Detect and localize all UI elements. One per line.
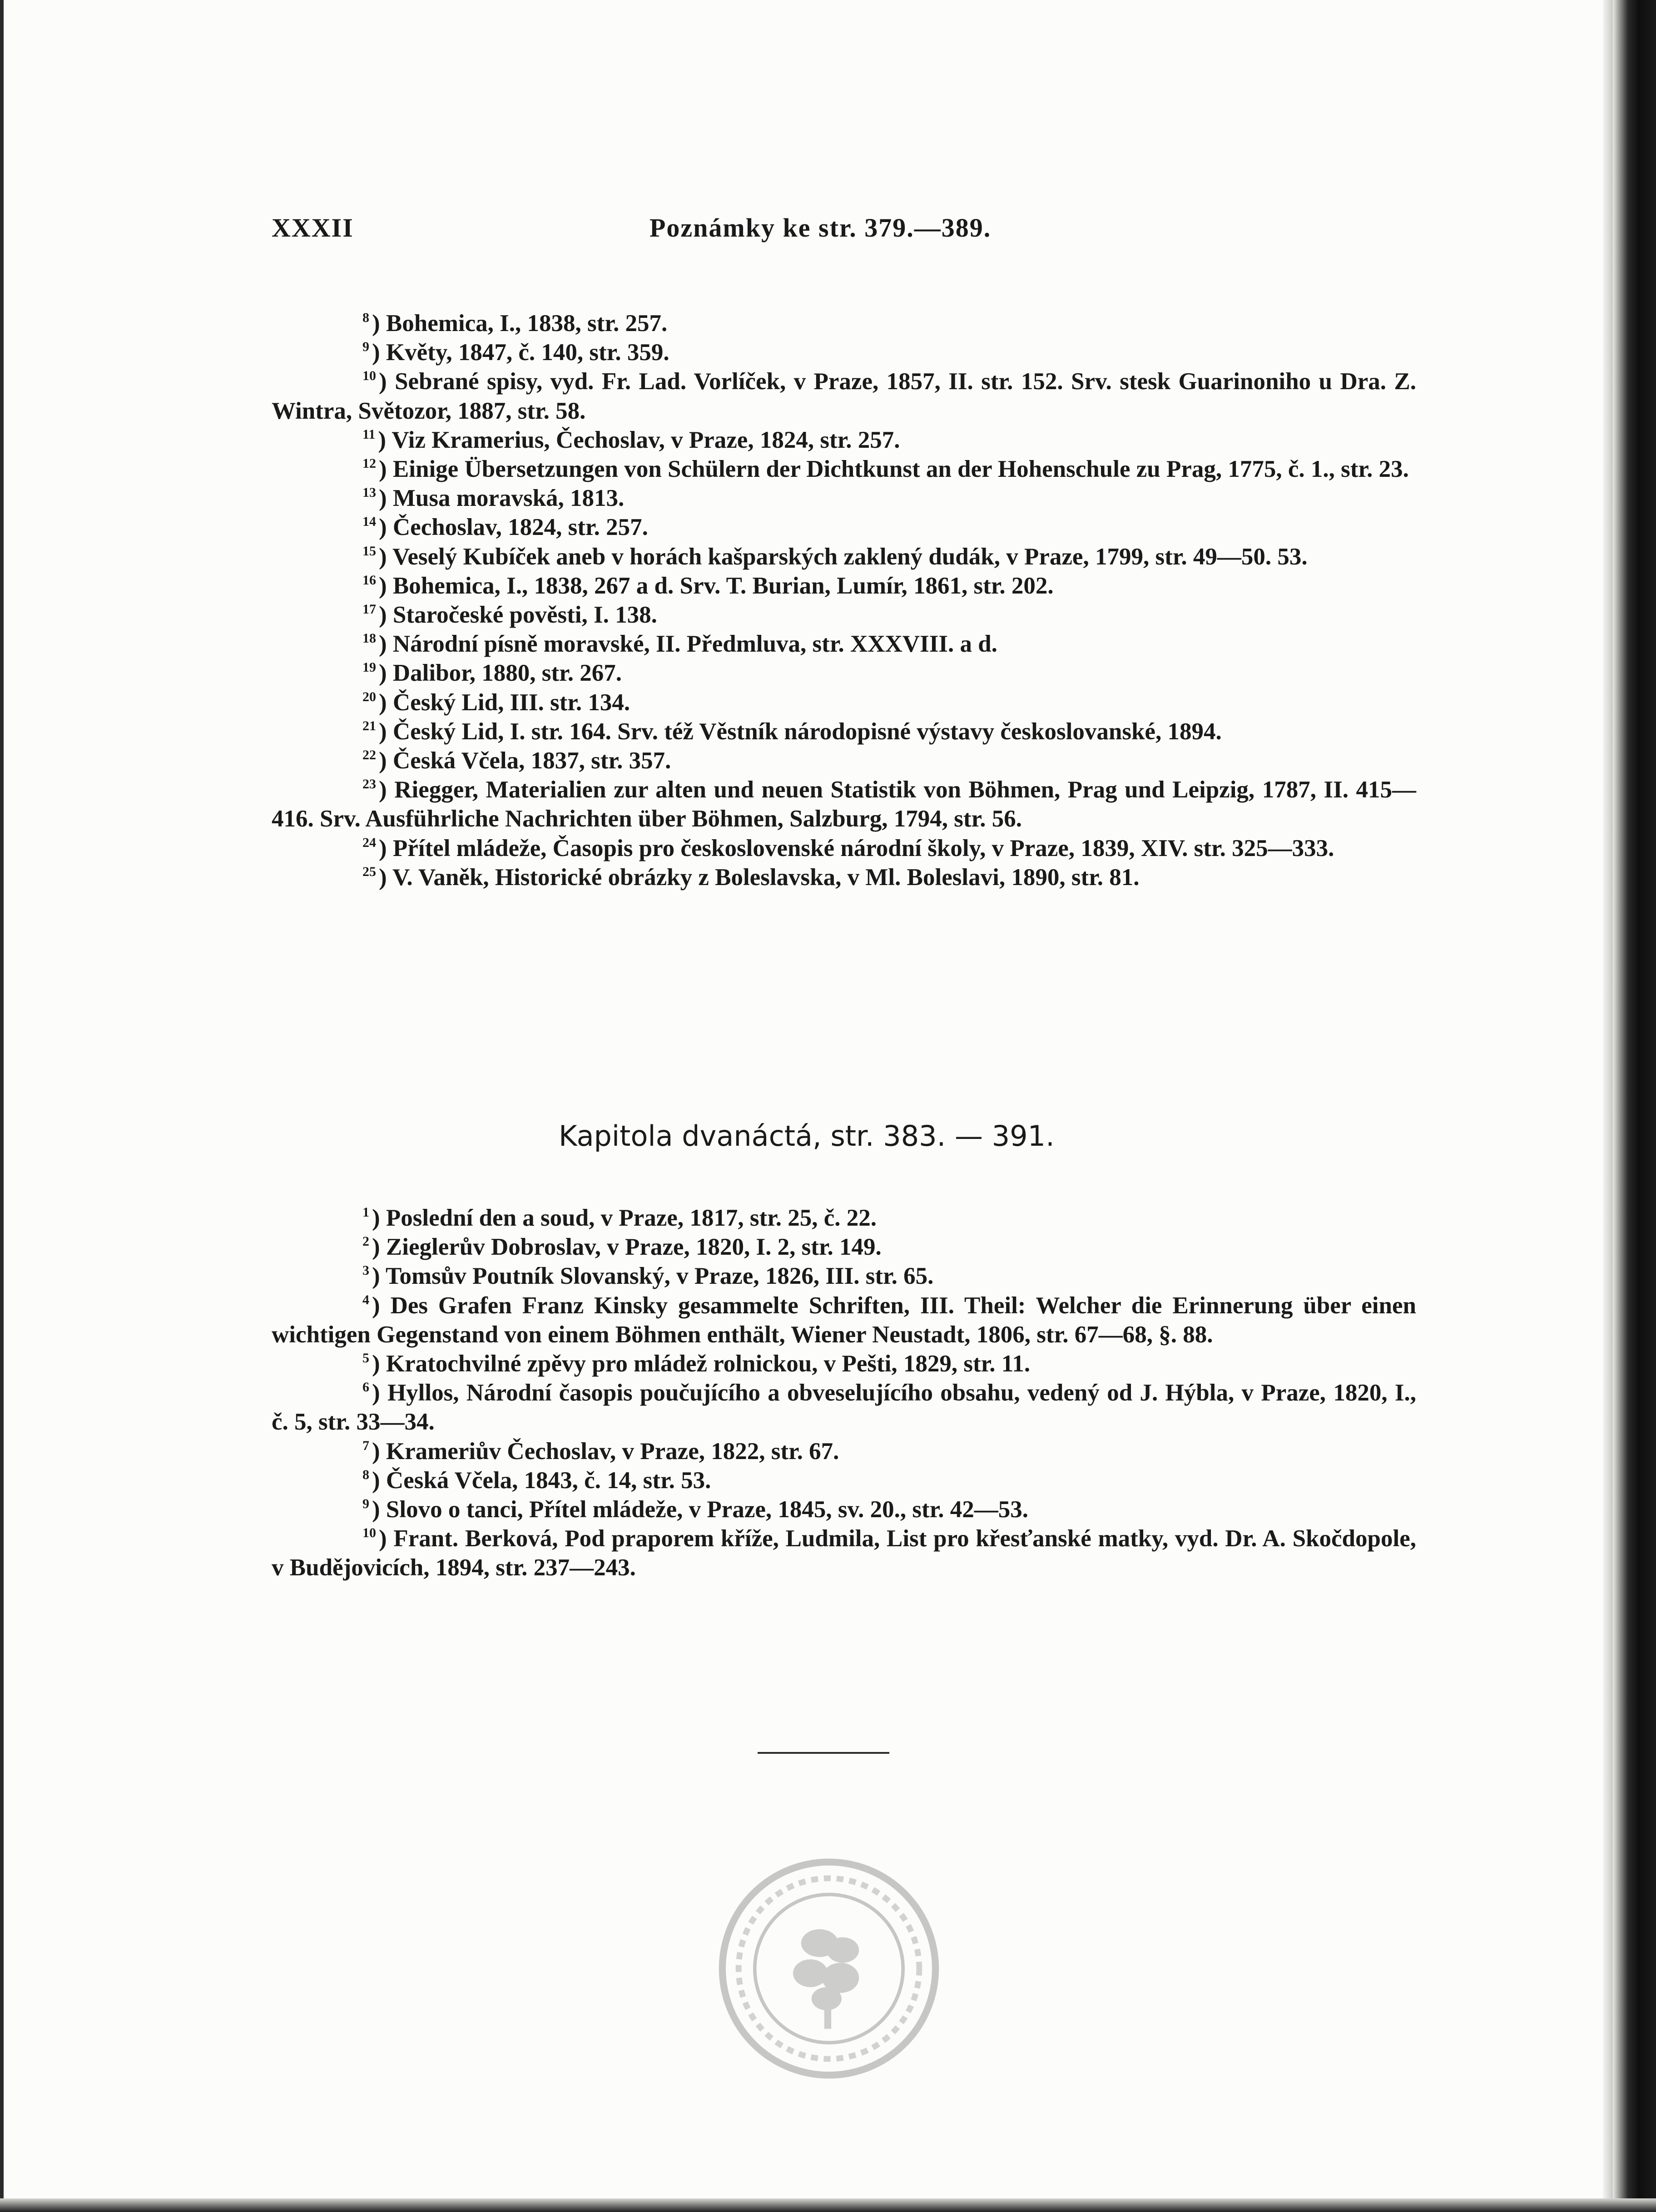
footnote-text: Staročeské pověsti, I. 138. — [392, 602, 657, 628]
footnote — [272, 863, 1416, 892]
footnote — [272, 658, 1416, 688]
footnote-number: 24 — [362, 835, 376, 850]
footnote-number: 5 — [362, 1351, 369, 1366]
page-left-edge — [0, 0, 4, 2212]
footnote-paren: ) — [372, 1496, 386, 1523]
footnote-text: Bohemica, I., 1838, str. 257. — [386, 310, 668, 337]
footnote-paren: ) — [372, 1380, 387, 1406]
footnote — [272, 1349, 1416, 1378]
footnote-paren: ) — [379, 835, 393, 861]
footnote-number: 8 — [362, 1467, 369, 1482]
footnote-paren: ) — [372, 310, 386, 337]
footnote — [272, 834, 1416, 863]
footnote-paren: ) — [379, 543, 392, 570]
footnote-number: 9 — [362, 339, 369, 355]
footnote-paren: ) — [378, 426, 392, 453]
footnote-paren: ) — [372, 1263, 386, 1290]
footnote-paren: ) — [372, 1205, 386, 1231]
footnote-number: 3 — [362, 1263, 369, 1278]
library-stamp — [713, 1853, 945, 2084]
footnote-number: 22 — [362, 747, 376, 763]
footnote-text: Česká Včela, 1837, str. 357. — [392, 747, 671, 774]
footnote-number: 12 — [362, 456, 376, 471]
footnote — [272, 775, 1416, 833]
footnote-paren: ) — [372, 1351, 386, 1377]
stamp-emblem — [793, 1929, 859, 2029]
footnote — [272, 1378, 1416, 1436]
footnote — [272, 1524, 1416, 1582]
footnote — [272, 1262, 1416, 1291]
footnote-paren: ) — [372, 1292, 391, 1319]
footnote — [272, 1466, 1416, 1495]
footnote-number: 8 — [362, 310, 369, 325]
footnote-text: Přítel mládeže, Časopis pro československé národní školy, v Praze, 1839, XIV. str. 325—333. — [392, 835, 1334, 861]
footnote — [272, 367, 1416, 425]
page-number: XXXII — [272, 213, 354, 242]
footnote-paren: ) — [379, 456, 393, 483]
footnote-paren: ) — [379, 718, 393, 745]
footnote-paren: ) — [379, 660, 393, 687]
footnote-text: Musa moravská, 1813. — [392, 485, 625, 512]
footnote-paren: ) — [379, 864, 392, 891]
footnote-paren: ) — [379, 631, 393, 658]
footnotes-section-2 — [272, 1203, 1416, 1583]
footnote-text: Viz Kramerius, Čechoslav, v Praze, 1824, str. 257. — [392, 426, 900, 453]
footnote — [272, 309, 1416, 338]
page-right-edge — [1613, 0, 1656, 2212]
footnote-number: 20 — [362, 689, 376, 704]
footnote-paren: ) — [379, 514, 393, 541]
footnote-paren: ) — [372, 1438, 386, 1465]
footnote-paren: ) — [379, 689, 393, 716]
footnote — [272, 629, 1416, 658]
footnote-text: Poslední den a soud, v Praze, 1817, str. 25, č. 22. — [386, 1205, 877, 1231]
running-title: Poznámky ke str. 379.—389. — [650, 213, 992, 242]
page-bottom-edge — [0, 2198, 1656, 2212]
footnote-number: 6 — [362, 1380, 369, 1395]
footnote — [272, 571, 1416, 600]
footnote-paren: ) — [379, 747, 393, 774]
footnote-paren: ) — [379, 485, 393, 512]
footnote — [272, 1437, 1416, 1466]
footnote — [272, 455, 1416, 484]
footnote-text: Květy, 1847, č. 140, str. 359. — [386, 339, 669, 366]
footnote-text: Riegger, Materialien zur alten und neuen Statistik von Böhmen, Prag und Leipzig, 1787, II. 415—416. Srv. Ausführliche Nachrichten über Böhmen, Salzburg, 1794, str. 56. — [272, 777, 1416, 832]
footnote-paren: ) — [379, 1525, 394, 1552]
footnote-number: 7 — [362, 1438, 369, 1453]
chapter-heading: Kapitola dvanáctá, str. 383. — 391. — [559, 1119, 1055, 1153]
footnote-number: 13 — [362, 485, 376, 500]
footnote-number: 19 — [362, 660, 376, 675]
footnote-number: 17 — [362, 602, 376, 617]
page-header — [272, 213, 1493, 253]
footnote-text: Des Grafen Franz Kinsky gesammelte Schriften, III. Theil: Welcher die Erinnerung über einen wichtigen Gegenstand von einem Böhmen enthält, Wiener Neustadt, 1806, str. 67—68, §. 88. — [272, 1292, 1416, 1348]
footnote-text: Krameriův Čechoslav, v Praze, 1822, str. 67. — [386, 1438, 839, 1465]
footnote-paren: ) — [372, 1234, 386, 1261]
footnote — [272, 1291, 1416, 1349]
footnote-text: Sebrané spisy, vyd. Fr. Lad. Vorlíček, v Praze, 1857, II. str. 152. Srv. stesk Guarinoniho u Dra. Z. Wintra, Světozor, 1887, str. 58. — [272, 368, 1417, 424]
footnote-number: 25 — [362, 864, 376, 879]
footnote-number: 15 — [362, 543, 376, 559]
footnote-number: 14 — [362, 514, 376, 529]
footnotes-section-1 — [272, 309, 1416, 892]
footnote-text: Česká Včela, 1843, č. 14, str. 53. — [386, 1467, 711, 1494]
footnote — [272, 1495, 1416, 1524]
footnote-paren: ) — [379, 368, 395, 395]
footnote-text: V. Vaněk, Historické obrázky z Boleslavska, v Ml. Boleslavi, 1890, str. 81. — [392, 864, 1140, 891]
footnote-number: 23 — [362, 777, 376, 792]
footnote-text: Národní písně moravské, II. Předmluva, str. XXXVIII. a d. — [392, 631, 997, 658]
end-rule-divider — [758, 1752, 889, 1754]
footnote-paren: ) — [379, 572, 393, 599]
footnote-number: 1 — [362, 1205, 369, 1220]
footnote — [272, 746, 1416, 775]
footnote-text: Český Lid, III. str. 134. — [392, 689, 630, 716]
footnote-text: Čechoslav, 1824, str. 257. — [392, 514, 648, 541]
footnote-number: 21 — [362, 718, 376, 733]
footnote-number: 2 — [362, 1234, 369, 1249]
footnote-text: Hyllos, Národní časopis poučujícího a obveselujícího obsahu, vedený od J. Hýbla, v Praze, 1820, I., č. 5, str. 33—34. — [272, 1380, 1416, 1435]
footnote-number: 18 — [362, 631, 376, 646]
footnote — [272, 426, 1416, 455]
footnote-paren: ) — [372, 1467, 386, 1494]
page-right-shadow — [1603, 0, 1613, 2212]
footnote-number: 11 — [362, 426, 376, 442]
footnote-text: Einige Übersetzungen von Schülern der Dichtkunst an der Hohenschule zu Prag, 1775, č. 1., str. 23. — [392, 456, 1409, 483]
footnote — [272, 338, 1416, 367]
footnote — [272, 1232, 1416, 1262]
footnote-text: Český Lid, I. str. 164. Srv. též Věstník národopisné výstavy českoslovanské, 1894. — [392, 718, 1222, 745]
footnote — [272, 484, 1416, 513]
footnote-paren: ) — [372, 339, 386, 366]
footnote — [272, 542, 1416, 571]
footnote-number: 4 — [362, 1292, 369, 1307]
footnote-paren: ) — [379, 602, 393, 628]
footnote-text: Slovo o tanci, Přítel mládeže, v Praze, 1845, sv. 20., str. 42—53. — [386, 1496, 1029, 1523]
footnote-text: Zieglerův Dobroslav, v Praze, 1820, I. 2, str. 149. — [386, 1234, 882, 1261]
footnote-text: Veselý Kubíček aneb v horách kašparských zaklený dudák, v Praze, 1799, str. 49—50. 53. — [392, 543, 1308, 570]
footnote-number: 10 — [362, 1525, 376, 1541]
footnote-text: Bohemica, I., 1838, 267 a d. Srv. T. Burian, Lumír, 1861, str. 202. — [392, 572, 1054, 599]
footnote — [272, 688, 1416, 717]
footnote-number: 16 — [362, 572, 376, 588]
footnote-text: Kratochvilné zpěvy pro mládež rolnickou, v Pešti, 1829, str. 11. — [386, 1351, 1031, 1377]
footnote-paren: ) — [379, 777, 395, 803]
footnote — [272, 600, 1416, 629]
footnote-text: Frant. Berková, Pod praporem kříže, Ludmila, List pro křesťanské matky, vyd. Dr. A. Skočdopole, v Budějovicích, 1894, str. 237—243. — [272, 1525, 1417, 1581]
footnote-number: 9 — [362, 1496, 369, 1512]
footnote — [272, 513, 1416, 542]
footnote-text: Dalibor, 1880, str. 267. — [392, 660, 622, 687]
footnote-number: 10 — [362, 368, 376, 384]
footnote — [272, 717, 1416, 746]
footnote-text: Tomsův Poutník Slovanský, v Praze, 1826, III. str. 65. — [385, 1263, 934, 1290]
footnote — [272, 1203, 1416, 1232]
